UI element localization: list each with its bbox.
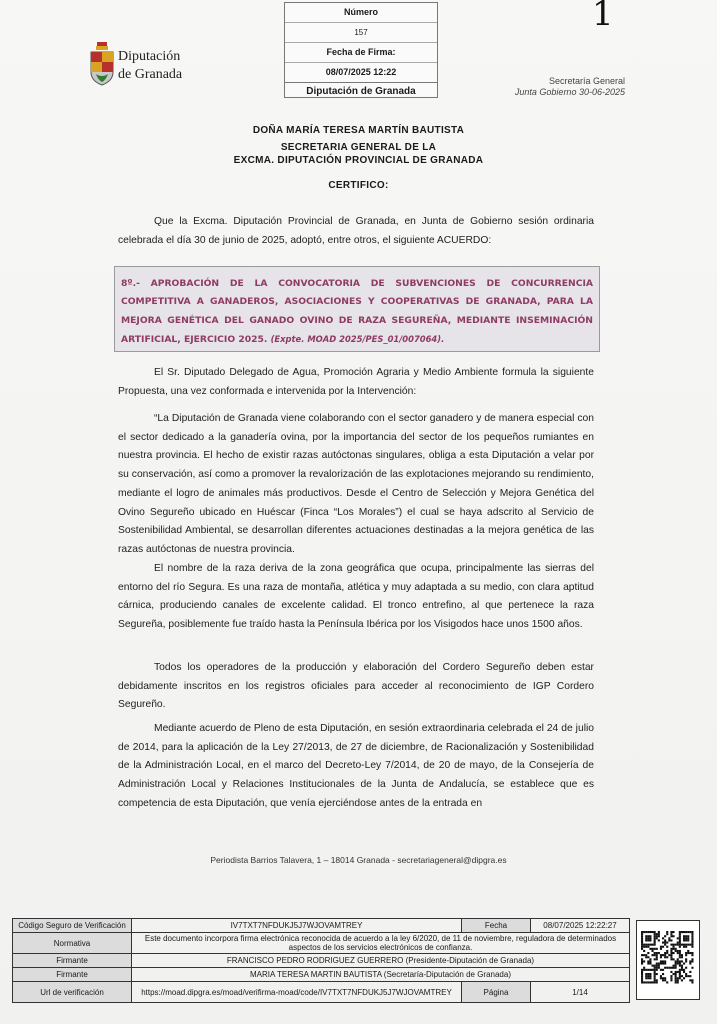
session-label: Junta Gobierno 30-06-2025 [514,87,625,97]
csv-label: Código Seguro de Verificación [13,919,132,933]
paragraph-proposal [118,364,594,401]
footer-address: Periodista Barrios Talavera, 1 – 18014 Granada - secretariageneral@dipgra.es [210,855,507,865]
qr-code-icon[interactable] [636,920,700,1000]
resolution-title: 8º.- APROBACIÓN DE LA CONVOCATORIA DE SUBVENCIONES DE CONCURRENCIA COMPETITIVA A GANADEROS, ASOCIACIONES Y COOPERATIVAS DE GRANADA, PARA LA MEJORA GENÉTICA DEL GANADO OVINO DE RAZA SEGUREÑA, MEDIANTE INSEMINACIÓN ARTIFICIAL, EJERCICIO 2025. [121,278,593,345]
secretary-role-line2: EXCMA. DIPUTACIÓN PROVINCIAL DE GRANADA [233,155,484,166]
secretary-name: DOÑA MARÍA TERESA MARTÍN BAUTISTA [252,125,465,136]
paragraph-agreement-text: Mediante acuerdo de Pleno de esta Diputación, en sesión extraordinaria celebrada el 24 de julio de 2014, para la aplicación de la Ley 27/2013, de 27 de diciembre, de Racionalización y Sostenibilidad de la Administración Local, en el marco del Decreto-Ley 7/2014, de 20 de mayo, de la Consejería de Administración Local y Relaciones Institucionales de la Junta de Andalucía, se establece que es competencia de esta Diputación, que venía ejerciéndose antes de la entrada en [118,723,594,809]
page-label: Página [462,982,531,1003]
registry-stamp [284,2,438,98]
page-value: 1/14 [531,982,630,1003]
paragraph-operators [118,659,594,715]
verification-table [12,918,630,1003]
firmante-1: FRANCISCO PEDRO RODRIGUEZ GUERRERO (Presidente-Diputación de Granada) [132,954,630,968]
paragraph-collaboration-text: “La Diputación de Granada viene colaborando con el sector ganadero y de manera especial con el sector dedicado a la ganadería ovina, por la importancia del sector de los pequeños rumiantes en nuestra provincia. El hecho de existir razas autóctonas singulares, obliga a esta Diputación a velar por su conservación, así como a promover la revalorización de las explotaciones mejorando su rendimiento, mediante el logro de animales más productivos. Desde el Centro de Selección y Mejora Genética del Ovino Segureño ubicado en Huéscar (Finca “Los Morales”) el cual se haya adscrito al Servicio de Sostenibilidad Ambiental, se desarrollan diferentes actuaciones destinadas a la mejora genética de las razas autóctonas de nuestra provincia. [118,413,594,555]
firmante-label: Firmante [13,954,132,968]
paragraph-agreement [118,720,594,814]
table-row [13,982,630,1003]
normativa-label: Normativa [13,933,132,954]
paragraph-breed [118,560,594,635]
logo-text-line1: Diputación [118,49,181,64]
registry-date-label: Fecha de Firma: [285,43,437,63]
date-label: Fecha [462,919,531,933]
url-label: Url de verificación [13,982,132,1003]
registry-date: 08/07/2025 12:22 [325,67,397,77]
resolution-text [121,275,593,349]
logo-text-line2: de Granada [118,67,183,82]
department-label: Secretaría General [548,76,625,86]
coat-of-arms-icon [88,41,116,91]
date-value: 08/07/2025 12:22:27 [531,919,630,933]
paragraph-proposal-text: El Sr. Diputado Delegado de Agua, Promoción Agraria y Medio Ambiente formula la siguiente Propuesta, una vez conformada e intervenida por la Intervención: [118,367,594,397]
intro-paragraph [118,213,594,250]
resolution-expte: (Expte. MOAD 2025/PES_01/007064). [270,333,445,344]
registry-number-label: Número [285,3,437,23]
table-row [13,933,630,954]
normativa-value: Este documento incorpora firma electrónica reconocida de acuerdo a la ley 6/2020, de 11 de noviembre, reguladora de determinados aspectos de los servicios electrónicos de confianza. [132,933,630,954]
paragraph-collaboration [118,410,594,560]
paragraph-breed-text: El nombre de la raza deriva de la zona geográfica que ocupa, principalmente las sierras del entorno del río Segura. Es una raza de montaña, atlética y muy adaptada a su medio, con clara aptitud cárnica, produciendo canales de excelente calidad. El tronco entrefino, al que pertenece la raza Segureña, posiblemente fue traído hasta la Península Ibérica por los Visigodos hace unos 1500 años. [118,563,594,631]
firmante-label: Firmante [13,968,132,982]
handwritten-mark: 1 [592,0,614,34]
resolution-box [114,266,600,352]
paragraph-operators-text: Todos los operadores de la producción y elaboración del Cordero Segureño deben estar debidamente inscritos en los registros oficiales para acceder al reconocimiento de IGP Cordero Segureño. [118,662,594,711]
intro-text: Que la Excma. Diputación Provincial de Granada, en Junta de Gobierno sesión ordinaria celebrada el día 30 de junio de 2025, adoptó, entre otros, el siguiente ACUERDO: [118,216,594,246]
registry-number: 157 [285,23,437,43]
certifico-heading: CERTIFICO: [328,180,389,191]
firmante-2: MARIA TERESA MARTIN BAUTISTA (Secretaría-Diputación de Granada) [132,968,630,982]
secretary-role-line1: SECRETARIA GENERAL DE LA [280,142,437,153]
csv-value: IV7TXT7NFDUKJ5J7WJOVAMTREY [132,919,462,933]
table-row [13,954,630,968]
diputacion-logo [88,41,188,91]
verification-url[interactable]: https://moad.dipgra.es/moad/verifirma-moad/code/IV7TXT7NFDUKJ5J7WJOVAMTREY [132,982,462,1003]
table-row [13,968,630,982]
table-row [13,919,630,933]
registry-organism: Diputación de Granada [285,82,437,101]
